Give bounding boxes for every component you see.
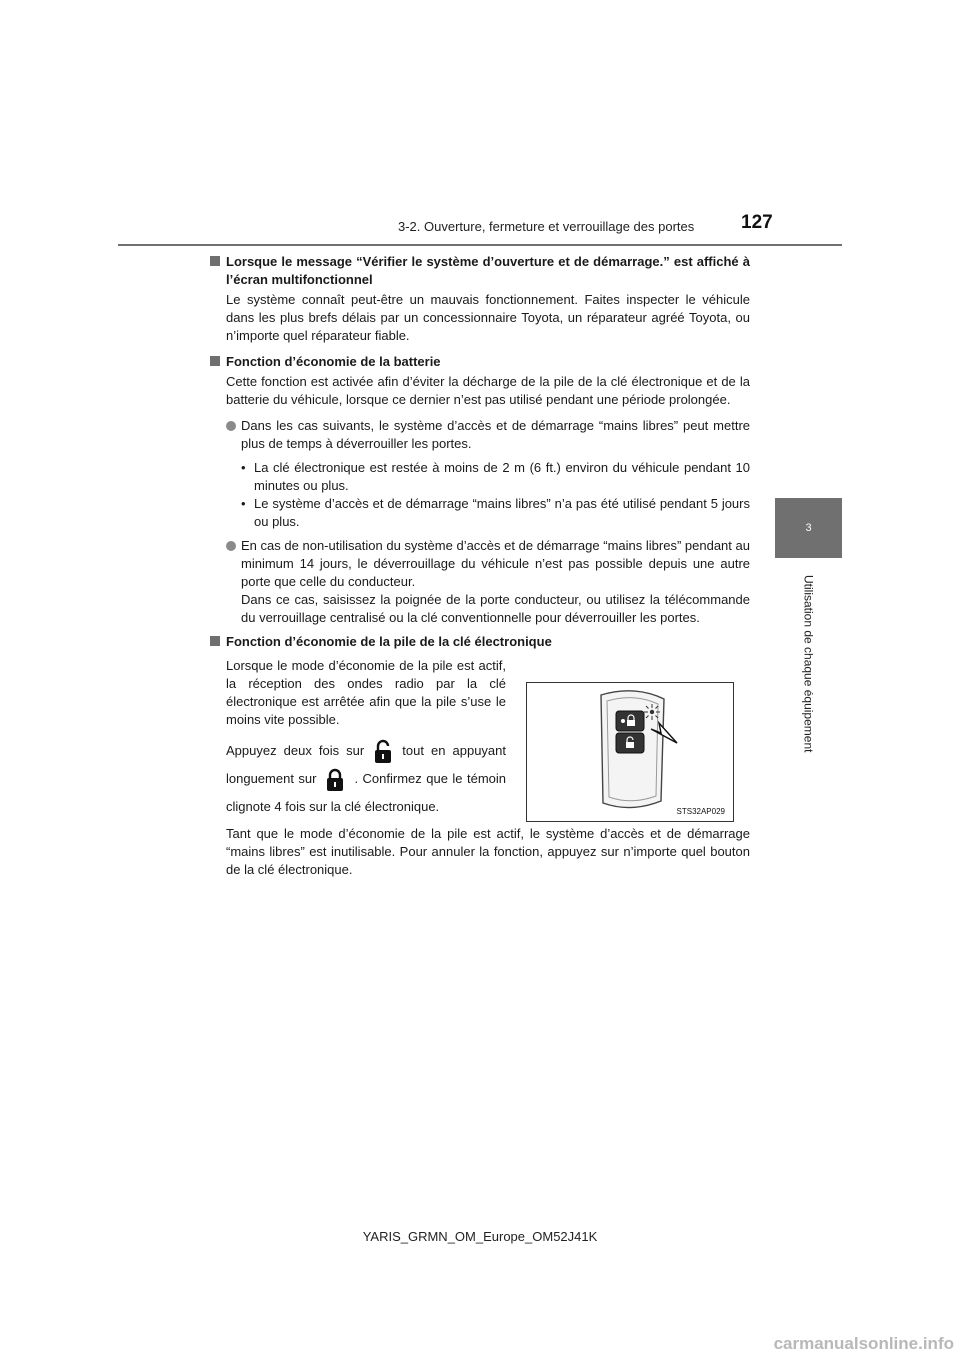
sub-item-text: La clé électronique est restée à moins de 2 m (6 ft.) environ du véhicule pendant 10 minutes ou plus.	[254, 460, 750, 493]
chapter-tab	[775, 498, 842, 558]
page-number: 127	[741, 212, 773, 233]
site-watermark: carmanualsonline.info	[773, 1334, 954, 1353]
square-bullet-icon	[210, 356, 220, 366]
bullet-item	[210, 417, 750, 453]
chapter-number: 3	[805, 522, 812, 534]
chapter-side-label	[775, 564, 842, 764]
figure-code: STS32AP029	[676, 807, 725, 816]
instruction-text: . Confirmez que le témoin clignote 4 fois sur la clé électronique.	[226, 771, 506, 814]
sub-list	[210, 459, 750, 531]
running-header: 3-2. Ouverture, fermeture et verrouillage des portes	[398, 219, 695, 234]
bullet-text-continued: Dans ce cas, saisissez la poignée de la porte conducteur, ou utilisez la télécommande du verrouillage centralisé ou la clé conventionnelle pour déverrouiller les portes.	[241, 592, 750, 625]
instruction-text: Appuyez deux fois sur	[226, 743, 365, 758]
square-bullet-icon	[210, 636, 220, 646]
sub-bullet-mark: •	[241, 460, 246, 475]
key-fob-illustration	[526, 682, 734, 822]
section-heading	[210, 253, 750, 289]
paragraph: Tant que le mode d’économie de la pile est actif, le système d’accès et de démarrage “mains libres” est inutilisable. Pour annuler la fonction, appuyez sur n’importe quel bouton de la clé électronique.	[226, 826, 750, 877]
heading-text: Fonction d’économie de la batterie	[226, 354, 441, 369]
sub-item	[210, 459, 750, 495]
paragraph: Cette fonction est activée afin d’éviter la décharge de la pile de la clé électronique et de la batterie du véhicule, lorsque ce dernier n’est pas utilisé pendant une période prolongée.	[226, 374, 750, 407]
circle-bullet-icon	[226, 421, 236, 431]
instruction-text: tout en appuyant longuement sur	[226, 743, 507, 786]
lock-icon	[322, 767, 348, 793]
bullet-text: En cas de non-utilisation du système d’accès et de démarrage “mains libres” pendant au minimum 14 jours, le déverrouillage du véhicule n’est pas possible depuis une autre porte que celle du conducteur.	[241, 538, 750, 589]
chapter-title: Utilisation de chaque équipement	[801, 575, 816, 753]
circle-bullet-icon	[226, 541, 236, 551]
heading-text: Lorsque le message “Vérifier le système d’ouverture et de démarrage.” est affiché à l’écran multifonctionnel	[226, 254, 750, 287]
heading-text: Fonction d’économie de la pile de la clé électronique	[226, 634, 552, 649]
header-divider	[118, 244, 842, 246]
sub-item	[210, 495, 750, 531]
bullet-text: Dans les cas suivants, le système d’accès et de démarrage “mains libres” peut mettre plus de temps à déverrouiller les portes.	[241, 418, 750, 451]
bullet-item	[210, 537, 750, 627]
text-beside-figure	[210, 657, 506, 821]
document-code: YARIS_GRMN_OM_Europe_OM52J41K	[362, 1229, 598, 1244]
sub-bullet-mark: •	[241, 496, 246, 511]
paragraph: Lorsque le mode d’économie de la pile est actif, la réception des ondes radio par la clé électronique est arrêtée afin que la pile s’use le moins vite possible.	[226, 658, 506, 727]
paragraph	[226, 737, 506, 821]
unlock-icon	[370, 739, 396, 765]
key-fob-icon	[527, 683, 733, 821]
paragraph: Le système connaît peut-être un mauvais fonctionnement. Faites inspecter le véhicule dans les plus brefs délais par un concessionnaire Toyota, un réparateur agréé Toyota, ou n’importe quel réparateur fiable.	[226, 292, 750, 343]
square-bullet-icon	[210, 256, 220, 266]
sub-item-text: Le système d’accès et de démarrage “mains libres” n’a pas été utilisé pendant 5 jours ou plus.	[254, 496, 750, 529]
section-heading	[210, 353, 750, 371]
section-heading	[210, 633, 750, 651]
